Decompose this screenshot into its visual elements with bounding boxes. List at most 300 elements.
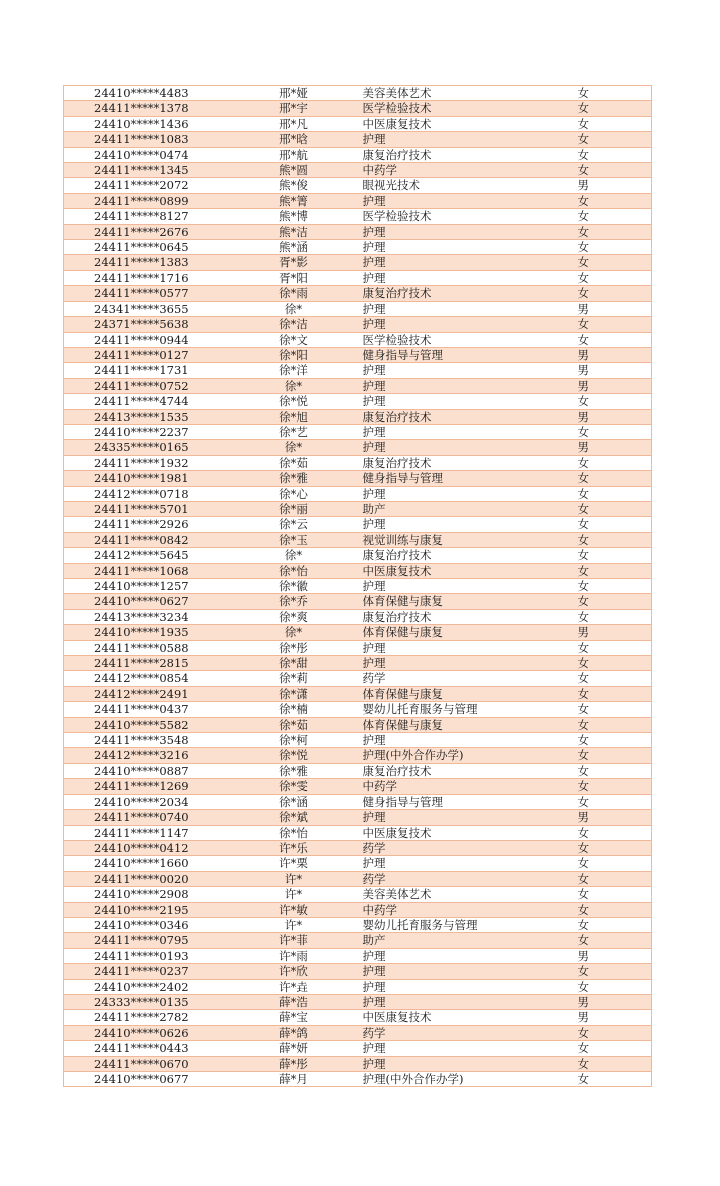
gender-cell: 男 [572,1010,652,1025]
table-row [64,717,652,732]
gender-cell: 女 [572,856,652,871]
major-cell: 护理 [359,964,572,979]
table-row [64,178,652,193]
student-name-cell: 薛*浩 [229,994,359,1009]
student-name-cell: 许*欣 [229,964,359,979]
table-row [64,609,652,624]
student-id-cell: 24411*****2676 [64,224,229,239]
gender-cell: 女 [572,964,652,979]
gender-cell: 女 [572,86,652,101]
major-cell: 护理 [359,224,572,239]
student-id-cell: 24411*****2782 [64,1010,229,1025]
major-cell: 护理 [359,640,572,655]
student-id-cell: 24411*****1147 [64,825,229,840]
major-cell: 体育保健与康复 [359,625,572,640]
gender-cell: 女 [572,748,652,763]
major-cell: 护理 [359,270,572,285]
student-name-cell: 熊*涵 [229,240,359,255]
major-cell: 护理 [359,255,572,270]
table-row [64,964,652,979]
major-cell: 康复治疗技术 [359,147,572,162]
student-id-cell: 24371*****5638 [64,317,229,332]
gender-cell: 男 [572,625,652,640]
gender-cell: 男 [572,409,652,424]
major-cell: 护理 [359,856,572,871]
major-cell: 婴幼儿托育服务与管理 [359,917,572,932]
gender-cell: 女 [572,455,652,470]
table-row [64,871,652,886]
student-id-cell: 24412*****2491 [64,686,229,701]
major-cell: 康复治疗技术 [359,763,572,778]
student-name-cell: 徐*文 [229,332,359,347]
student-name-cell: 熊*箐 [229,193,359,208]
gender-cell: 女 [572,1025,652,1040]
major-cell: 护理 [359,394,572,409]
student-id-cell: 24411*****1269 [64,779,229,794]
student-name-cell: 邢*航 [229,147,359,162]
gender-cell: 女 [572,1072,652,1087]
gender-cell: 女 [572,640,652,655]
student-id-cell: 24411*****1378 [64,101,229,116]
student-name-cell: 徐*悦 [229,394,359,409]
student-id-cell: 24411*****0842 [64,532,229,547]
table-row [64,1072,652,1087]
student-name-cell: 邢*晗 [229,132,359,147]
student-id-cell: 24412*****0854 [64,671,229,686]
gender-cell: 男 [572,363,652,378]
gender-cell: 女 [572,209,652,224]
table-row [64,887,652,902]
major-cell: 护理 [359,948,572,963]
table-row [64,902,652,917]
student-name-cell: 徐*徽 [229,579,359,594]
gender-cell: 女 [572,979,652,994]
student-id-cell: 24411*****1731 [64,363,229,378]
student-name-cell: 徐*丽 [229,501,359,516]
table-row [64,579,652,594]
major-cell: 体育保健与康复 [359,717,572,732]
major-cell: 护理 [359,979,572,994]
student-id-cell: 24411*****4744 [64,394,229,409]
major-cell: 助产 [359,501,572,516]
gender-cell: 女 [572,332,652,347]
gender-cell: 女 [572,794,652,809]
student-id-cell: 24410*****0474 [64,147,229,162]
gender-cell: 女 [572,917,652,932]
student-name-cell: 徐*雯 [229,779,359,794]
major-cell: 中医康复技术 [359,1010,572,1025]
gender-cell: 女 [572,163,652,178]
major-cell: 护理 [359,193,572,208]
student-name-cell: 许* [229,917,359,932]
major-cell: 健身指导与管理 [359,794,572,809]
gender-cell: 女 [572,517,652,532]
student-name-cell: 邢*娅 [229,86,359,101]
student-id-cell: 24341*****3655 [64,301,229,316]
table-row [64,163,652,178]
table-row [64,625,652,640]
student-id-cell: 24410*****1935 [64,625,229,640]
major-cell: 护理 [359,656,572,671]
student-id-cell: 24411*****0237 [64,964,229,979]
gender-cell: 女 [572,779,652,794]
student-name-cell: 徐*洋 [229,363,359,378]
major-cell: 护理(中外合作办学) [359,1072,572,1087]
student-name-cell: 熊*圆 [229,163,359,178]
table-row [64,240,652,255]
table-row [64,702,652,717]
student-id-cell: 24411*****1383 [64,255,229,270]
table-row [64,825,652,840]
student-id-cell: 24411*****3548 [64,733,229,748]
table-row [64,455,652,470]
table-row [64,686,652,701]
student-id-cell: 24411*****0127 [64,347,229,362]
table-row [64,378,652,393]
table-row [64,548,652,563]
student-name-cell: 徐* [229,301,359,316]
table-row [64,640,652,655]
gender-cell: 女 [572,255,652,270]
gender-cell: 女 [572,763,652,778]
student-id-cell: 24411*****0752 [64,378,229,393]
student-name-cell: 胥*阳 [229,270,359,285]
gender-cell: 女 [572,240,652,255]
major-cell: 护理 [359,132,572,147]
table-row [64,209,652,224]
table-row [64,840,652,855]
table-row [64,810,652,825]
student-roster-table [63,85,652,1087]
major-cell: 药学 [359,840,572,855]
major-cell: 护理 [359,810,572,825]
table-row [64,917,652,932]
table-row [64,471,652,486]
student-name-cell: 徐*莉 [229,671,359,686]
student-name-cell: 徐* [229,440,359,455]
student-name-cell: 徐*雅 [229,471,359,486]
student-id-cell: 24413*****3234 [64,609,229,624]
student-id-cell: 24411*****0020 [64,871,229,886]
gender-cell: 女 [572,532,652,547]
major-cell: 康复治疗技术 [359,548,572,563]
gender-cell: 女 [572,193,652,208]
major-cell: 中医康复技术 [359,825,572,840]
gender-cell: 女 [572,656,652,671]
gender-cell: 男 [572,440,652,455]
student-id-cell: 24411*****0944 [64,332,229,347]
gender-cell: 女 [572,840,652,855]
major-cell: 护理 [359,733,572,748]
gender-cell: 女 [572,394,652,409]
major-cell: 护理 [359,378,572,393]
student-id-cell: 24412*****0718 [64,486,229,501]
table-row [64,563,652,578]
student-name-cell: 徐*楠 [229,702,359,717]
student-id-cell: 24411*****1716 [64,270,229,285]
table-row [64,147,652,162]
student-id-cell: 24410*****2402 [64,979,229,994]
student-name-cell: 许*垚 [229,979,359,994]
major-cell: 中药学 [359,902,572,917]
student-name-cell: 薛*月 [229,1072,359,1087]
student-name-cell: 薛*鸽 [229,1025,359,1040]
student-name-cell: 许*菲 [229,933,359,948]
student-id-cell: 24412*****3216 [64,748,229,763]
gender-cell: 女 [572,224,652,239]
student-id-cell: 24411*****5701 [64,501,229,516]
table-row [64,409,652,424]
gender-cell: 女 [572,424,652,439]
gender-cell: 女 [572,594,652,609]
table-row [64,979,652,994]
student-name-cell: 徐*心 [229,486,359,501]
major-cell: 药学 [359,1025,572,1040]
table-row [64,948,652,963]
student-name-cell: 徐*艺 [229,424,359,439]
student-id-cell: 24411*****1068 [64,563,229,578]
table-row [64,933,652,948]
major-cell: 护理 [359,317,572,332]
student-name-cell: 徐*彤 [229,640,359,655]
table-row [64,501,652,516]
gender-cell: 女 [572,486,652,501]
student-name-cell: 徐*茹 [229,455,359,470]
gender-cell: 女 [572,101,652,116]
table-row [64,101,652,116]
student-name-cell: 胥*影 [229,255,359,270]
table-row [64,856,652,871]
student-id-cell: 24411*****0670 [64,1056,229,1071]
table-row [64,994,652,1009]
table-row [64,224,652,239]
student-id-cell: 24410*****0627 [64,594,229,609]
table-row [64,86,652,101]
major-cell: 药学 [359,871,572,886]
major-cell: 护理 [359,486,572,501]
student-name-cell: 徐* [229,378,359,393]
student-name-cell: 徐*茹 [229,717,359,732]
major-cell: 护理(中外合作办学) [359,748,572,763]
major-cell: 体育保健与康复 [359,686,572,701]
major-cell: 美容美体艺术 [359,887,572,902]
major-cell: 康复治疗技术 [359,609,572,624]
table-row [64,332,652,347]
student-id-cell: 24411*****0740 [64,810,229,825]
gender-cell: 女 [572,116,652,131]
student-id-cell: 24413*****1535 [64,409,229,424]
gender-cell: 女 [572,501,652,516]
student-id-cell: 24411*****8127 [64,209,229,224]
major-cell: 中药学 [359,779,572,794]
student-name-cell: 徐*旭 [229,409,359,424]
student-id-cell: 24410*****2034 [64,794,229,809]
gender-cell: 男 [572,948,652,963]
major-cell: 婴幼儿托育服务与管理 [359,702,572,717]
student-id-cell: 24411*****0588 [64,640,229,655]
table-row [64,733,652,748]
table-row [64,532,652,547]
major-cell: 视觉训练与康复 [359,532,572,547]
table-row [64,440,652,455]
student-name-cell: 徐*阳 [229,347,359,362]
student-id-cell: 24410*****4483 [64,86,229,101]
student-id-cell: 24411*****0899 [64,193,229,208]
gender-cell: 女 [572,317,652,332]
major-cell: 护理 [359,440,572,455]
table-row [64,748,652,763]
student-name-cell: 许*雨 [229,948,359,963]
major-cell: 康复治疗技术 [359,409,572,424]
student-id-cell: 24411*****0443 [64,1041,229,1056]
gender-cell: 女 [572,887,652,902]
table-row [64,270,652,285]
student-name-cell: 徐*洁 [229,317,359,332]
major-cell: 健身指导与管理 [359,347,572,362]
student-id-cell: 24335*****0165 [64,440,229,455]
table-row [64,1010,652,1025]
student-id-cell: 24410*****5582 [64,717,229,732]
table-row [64,255,652,270]
major-cell: 护理 [359,240,572,255]
major-cell: 医学检验技术 [359,332,572,347]
table-row [64,424,652,439]
student-id-cell: 24333*****0135 [64,994,229,1009]
gender-cell: 男 [572,994,652,1009]
table-row [64,486,652,501]
table-row [64,594,652,609]
student-name-cell: 徐*雨 [229,286,359,301]
student-id-cell: 24411*****0577 [64,286,229,301]
gender-cell: 女 [572,563,652,578]
student-name-cell: 徐*云 [229,517,359,532]
table-row [64,193,652,208]
table-row [64,763,652,778]
student-id-cell: 24411*****1083 [64,132,229,147]
gender-cell: 女 [572,286,652,301]
major-cell: 康复治疗技术 [359,286,572,301]
student-name-cell: 许*乐 [229,840,359,855]
student-id-cell: 24411*****2815 [64,656,229,671]
gender-cell: 女 [572,147,652,162]
major-cell: 护理 [359,1056,572,1071]
student-id-cell: 24411*****0795 [64,933,229,948]
gender-cell: 女 [572,717,652,732]
student-name-cell: 徐*柯 [229,733,359,748]
table-row [64,116,652,131]
major-cell: 眼视光技术 [359,178,572,193]
student-name-cell: 许*栗 [229,856,359,871]
gender-cell: 女 [572,1041,652,1056]
student-id-cell: 24410*****2908 [64,887,229,902]
student-name-cell: 徐* [229,548,359,563]
table-row [64,671,652,686]
major-cell: 中医康复技术 [359,116,572,131]
table-row [64,1025,652,1040]
table-row [64,286,652,301]
roster-body [64,86,652,1087]
student-name-cell: 许*敏 [229,902,359,917]
gender-cell: 女 [572,609,652,624]
student-name-cell: 徐*斌 [229,810,359,825]
student-id-cell: 24410*****0412 [64,840,229,855]
student-name-cell: 徐*潇 [229,686,359,701]
student-id-cell: 24411*****2926 [64,517,229,532]
student-name-cell: 徐*怡 [229,825,359,840]
gender-cell: 男 [572,178,652,193]
major-cell: 护理 [359,363,572,378]
gender-cell: 女 [572,579,652,594]
student-name-cell: 熊*俊 [229,178,359,193]
student-id-cell: 24410*****1981 [64,471,229,486]
major-cell: 护理 [359,424,572,439]
student-name-cell: 熊*博 [229,209,359,224]
gender-cell: 女 [572,733,652,748]
gender-cell: 女 [572,825,652,840]
student-name-cell: 熊*洁 [229,224,359,239]
student-name-cell: 邢*宇 [229,101,359,116]
student-name-cell: 薛*妍 [229,1041,359,1056]
table-row [64,1041,652,1056]
gender-cell: 女 [572,933,652,948]
student-name-cell: 徐*涵 [229,794,359,809]
table-row [64,347,652,362]
student-id-cell: 24411*****0437 [64,702,229,717]
gender-cell: 女 [572,902,652,917]
student-name-cell: 徐*乔 [229,594,359,609]
major-cell: 健身指导与管理 [359,471,572,486]
student-name-cell: 徐*雅 [229,763,359,778]
student-id-cell: 24411*****2072 [64,178,229,193]
student-id-cell: 24410*****0887 [64,763,229,778]
table-row [64,656,652,671]
student-name-cell: 薛*宝 [229,1010,359,1025]
table-row [64,779,652,794]
table-row [64,363,652,378]
student-name-cell: 徐*玉 [229,532,359,547]
student-name-cell: 徐* [229,625,359,640]
student-id-cell: 24410*****0677 [64,1072,229,1087]
gender-cell: 女 [572,671,652,686]
gender-cell: 女 [572,270,652,285]
major-cell: 中医康复技术 [359,563,572,578]
student-id-cell: 24411*****0645 [64,240,229,255]
major-cell: 护理 [359,1041,572,1056]
major-cell: 药学 [359,671,572,686]
student-name-cell: 徐*悦 [229,748,359,763]
student-name-cell: 徐*甜 [229,656,359,671]
student-id-cell: 24410*****1660 [64,856,229,871]
gender-cell: 女 [572,686,652,701]
table-row [64,394,652,409]
major-cell: 护理 [359,994,572,1009]
gender-cell: 女 [572,132,652,147]
student-id-cell: 24411*****1345 [64,163,229,178]
gender-cell: 女 [572,1056,652,1071]
gender-cell: 男 [572,347,652,362]
student-name-cell: 薛*彤 [229,1056,359,1071]
gender-cell: 女 [572,471,652,486]
student-name-cell: 徐*怡 [229,563,359,578]
student-name-cell: 徐*爽 [229,609,359,624]
table-row [64,794,652,809]
major-cell: 中药学 [359,163,572,178]
gender-cell: 男 [572,301,652,316]
student-id-cell: 24411*****0193 [64,948,229,963]
student-name-cell: 邢*凡 [229,116,359,131]
major-cell: 护理 [359,579,572,594]
student-name-cell: 许* [229,871,359,886]
